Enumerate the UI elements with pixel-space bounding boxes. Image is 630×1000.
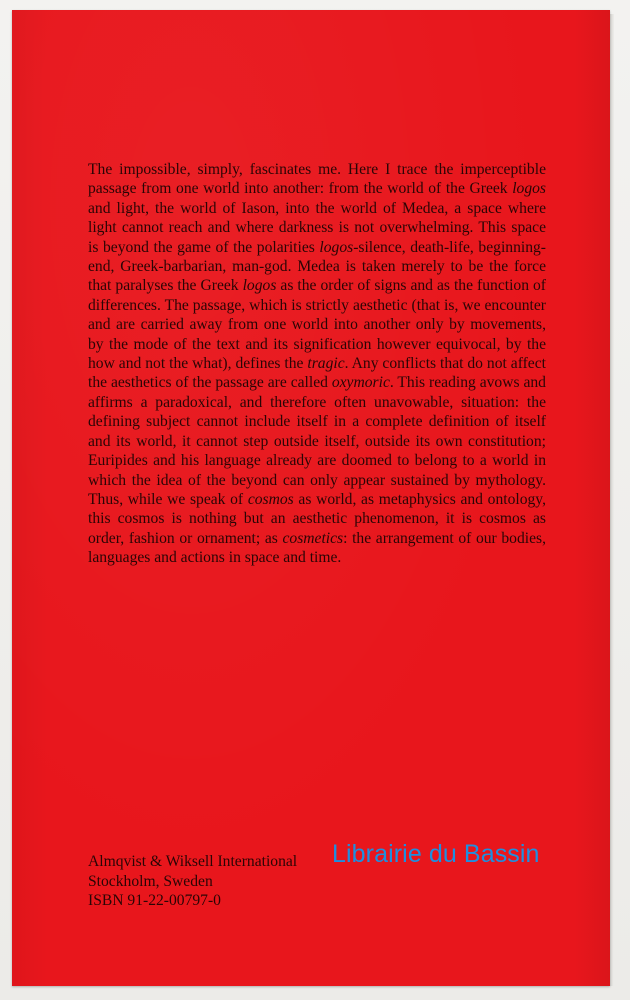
blurb-italic: logos: [242, 277, 277, 295]
cover-blurb: [88, 160, 546, 568]
blurb-italic: logos: [512, 180, 546, 198]
blurb-italic: tragic: [307, 355, 345, 373]
isbn-number: ISBN 91-22-00797-0: [88, 892, 221, 909]
blurb-text: The impossible, simply, fascinates me. Here I trace the imperceptible passage from one world into another: from the world of the Greek: [88, 161, 546, 198]
blurb-text: as world, as metaphysics and ontology, this cosmos is nothing but an aesthetic phenomenon, it is cosmos as order, fashion or ornament; as: [88, 490, 546, 547]
blurb-italic: cosmetics: [282, 529, 344, 547]
blurb-italic: logos: [319, 238, 354, 256]
blurb-text: : the arrangement of our bodies, languages and actions in space and time.: [88, 529, 546, 567]
publisher-name: Almqvist & Wiksell International: [88, 853, 298, 870]
seller-watermark: Librairie du Bassin: [332, 840, 540, 868]
blurb-text: . Any conflicts that do not affect the aesthetics of the passage are called: [88, 355, 546, 392]
blurb-text: as the order of signs and as the function of differences. The passage, which is strictly aesthetic (that is, we encounter and are carried away from one world into another only by movements, by the mode of the text and its signification however equivocal, by the how and not the what), defines the: [88, 277, 546, 373]
publisher-city: Stockholm, Sweden: [88, 872, 213, 890]
blurb-italic: oxymoric: [331, 374, 390, 392]
blurb-text: -silence, death-life, beginning-end, Greek-barbarian, man-god. Medea is taken merely to be the force that paralyses the Greek: [88, 238, 546, 295]
publisher-block: [88, 852, 297, 911]
blurb-text: . This reading avows and affirms a paradoxical, and therefore often unavowable, situation: the defining subject cannot include itself in a complete definition of itself and its world, it cannot step outside itself, outside its own constitution; Euripides and his language already are doomed to belong to a world in which the idea of the beyond can only appear sustained by mythology. Thus, while we speak of: [88, 374, 546, 508]
blurb-text: and light, the world of Iason, into the world of Medea, a space where light cannot reach and where darkness is not overwhelming. This space is beyond the game of the polarities: [88, 199, 546, 256]
blurb-italic: cosmos: [247, 490, 294, 508]
